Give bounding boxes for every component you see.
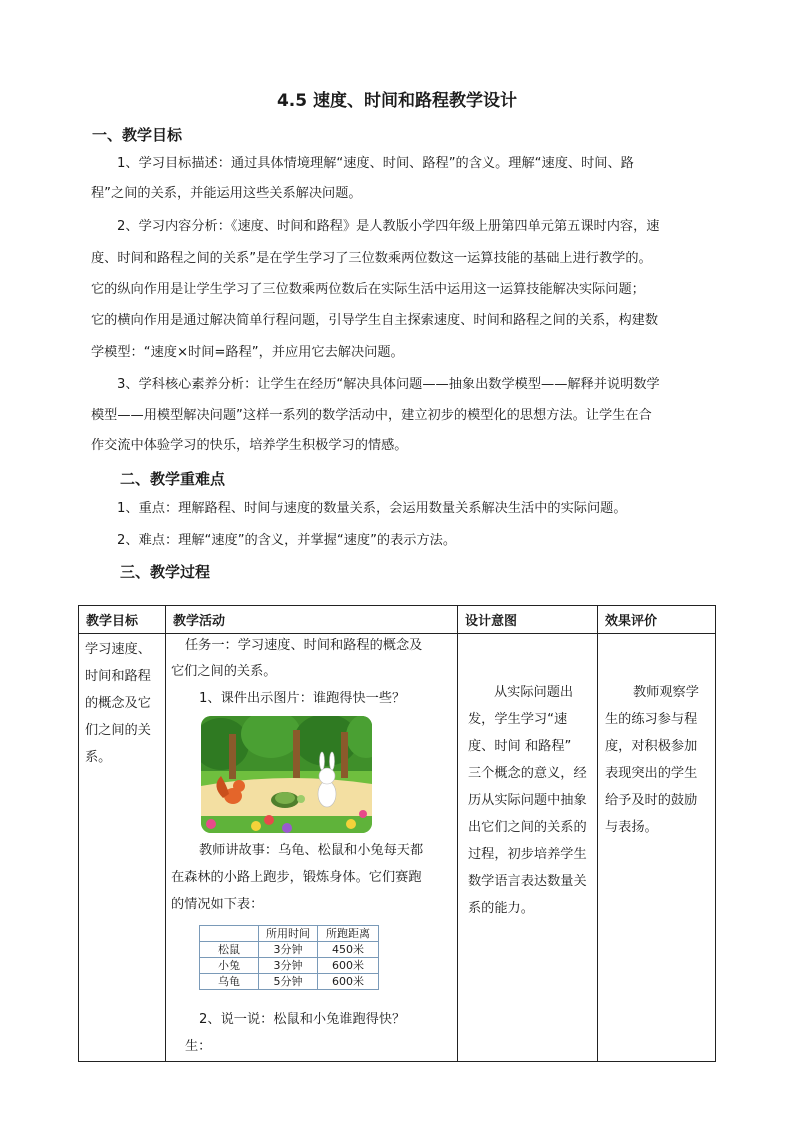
goal-paragraph-line: 1、学习目标描述：通过具体情境理解“速度、时间、路程”的含义。理解“速度、时间、路 — [117, 156, 634, 171]
goal-cell: 学习速度、 时间和路程 的概念及它 们之间的关 系。 — [79, 634, 166, 1062]
content-paragraph-line: 度、时间和路程之间的关系”是在学生学习了三位数乘两位数这一运算技能的基础上进行教学的。 — [91, 251, 652, 266]
race-header-cell: 所用时间 — [259, 926, 318, 942]
forest-scene-image — [201, 716, 372, 833]
story-line: 的情况如下表： — [171, 897, 264, 912]
header-cell: 教学活动 — [166, 606, 458, 634]
content-paragraph-line: 它的纵向作用是让学生学习了三位数乘两位数后在实际生活中运用这一运算技能解决实际问题； — [91, 282, 645, 297]
race-row: 小兔 3分钟 600米 — [200, 958, 379, 974]
header-cell: 设计意图 — [458, 606, 598, 634]
race-row: 松鼠 3分钟 450米 — [200, 942, 379, 958]
story-line: 在森林的小路上跑步，锻炼身体。它们赛跑 — [171, 870, 422, 885]
task-line: 它们之间的关系。 — [171, 664, 277, 679]
section3-heading: 三、教学过程 — [120, 563, 211, 581]
literacy-paragraph-line: 模型——用模型解决问题”这样一系列的数学活动中，建立初步的模型化的思想方法。让学生在合 — [91, 408, 652, 423]
task-line: 任务一：学习速度、时间和路程的概念及 — [185, 638, 423, 653]
literacy-paragraph-line: 作交流中体验学习的快乐，培养学生积极学习的情感。 — [91, 438, 408, 453]
content-paragraph-line: 学模型：“速度×时间=路程”，并应用它去解决问题。 — [91, 345, 404, 360]
literacy-paragraph-line: 3、学科核心素养分析：让学生在经历“解决具体问题——抽象出数学模型——解释并说明数学 — [117, 377, 660, 392]
race-data-table — [199, 925, 379, 990]
race-header-cell — [200, 926, 259, 942]
intent-cell: 从实际问题出 发，学生学习“速 度、时间 和路程” 三个概念的意义，经 历从实际问题中抽象 出它们之间的关系的 过程，初步培养学生 数学语言表达数量关 系的能力。 — [458, 634, 598, 1062]
forest-race-illustration — [201, 716, 372, 833]
race-header-cell: 所跑距离 — [318, 926, 379, 942]
student-answer-label: 生： — [185, 1039, 212, 1054]
header-cell: 效果评价 — [598, 606, 716, 634]
section2-heading: 二、教学重难点 — [120, 470, 226, 488]
race-row: 乌龟 5分钟 600米 — [200, 974, 379, 990]
evaluation-cell: 教师观察学 生的练习参与程 度，对积极参加 表现突出的学生 给予及时的鼓励 与表扬。 — [598, 634, 716, 1062]
section1-heading: 一、教学目标 — [92, 126, 183, 144]
content-paragraph-line: 2、学习内容分析：《速度、时间和路程》是人教版小学四年级上册第四单元第五课时内容，速 — [117, 219, 660, 234]
difficulty-text: 2、难点：理解“速度”的含义，并掌握“速度”的表示方法。 — [117, 533, 457, 548]
goal-paragraph-line: 程”之间的关系，并能运用这些关系解决问题。 — [91, 186, 362, 201]
header-cell: 教学目标 — [79, 606, 166, 634]
content-paragraph-line: 它的横向作用是通过解决简单行程问题，引导学生自主探索速度、时间和路程之间的关系，构建数 — [91, 313, 659, 328]
story-line: 教师讲故事：乌龟、松鼠和小兔每天都 — [199, 843, 424, 858]
key-point-text: 1、重点：理解路程、时间与速度的数量关系，会运用数量关系解决生活中的实际问题。 — [117, 501, 627, 516]
step2-text: 2、说一说：松鼠和小兔谁跑得快？ — [199, 1012, 406, 1027]
document-title: 4.5 速度、时间和路程教学设计 — [276, 91, 518, 111]
step1-text: 1、课件出示图片：谁跑得快一些？ — [199, 691, 406, 706]
